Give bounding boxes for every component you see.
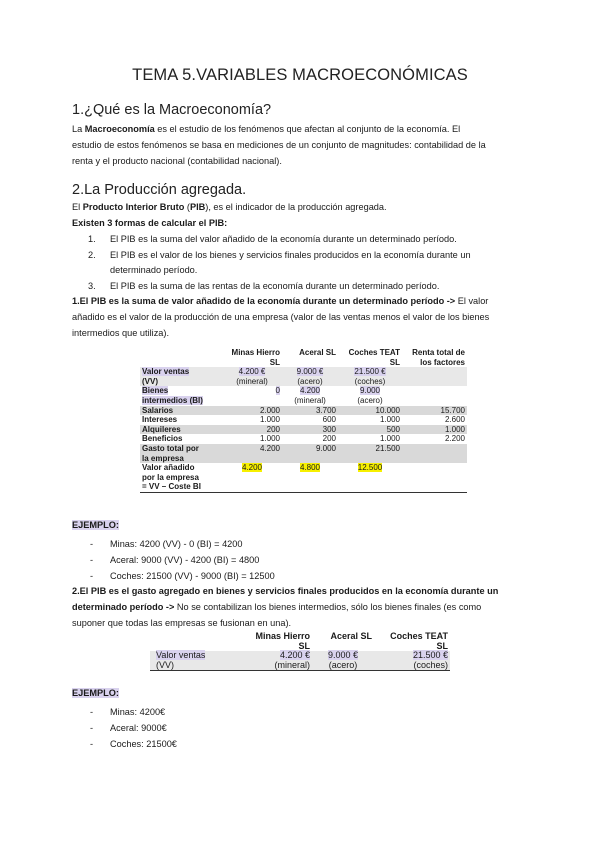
table-row: Alquileres 200 300 500 1.000 [142, 424, 465, 434]
list-item: - Coches: 21500 (VV) - 9000 (BI) = 12500 [90, 571, 275, 581]
table-row: Valor añadido por la empresa = VV – Coste BI 4.200 4.800 12.500 [140, 463, 467, 492]
section-1-paragraph: La Macroeconomía es el estudio de los fenómenos que afectan al conjunto de la economía. El estudio de estos fenómenos se basa en mediciones de un conjunto de magnitudes: contabilidad de la renta y el producto nacional (contabilidad nacional). [72, 124, 486, 166]
table-row: Valor ventas (VV) 4.200 € (mineral) 9.000 € (acero) 21.500 € (coches) [150, 651, 450, 671]
list-item: 3. El PIB es la suma de las rentas de la economía durante un determinado período. [88, 280, 440, 291]
list-item: 2. El PIB es el valor de los bienes y servicios finales producidos en la economía durante un [88, 249, 471, 260]
section-2-paragraph: El Producto Interior Bruto (PIB), es el indicador de la producción agregada. Existen 3 formas de calcular el PIB: [72, 202, 387, 228]
table-row: Valor ventas (VV) 4.200 € (mineral) 9.000 € (acero) 21.500 € (coches) [140, 367, 467, 386]
example-1-list [90, 536, 275, 584]
list-item: 1. El PIB es la suma del valor añadido de la economía durante un determinado período. [88, 234, 457, 244]
pib-methods-list: 1. El PIB es la suma del valor añadido de la economía durante un determinado período. 2. El PIB es el valor de los bienes y servicios finales producidos en la economía durante un determinado período. 3. El PIB es la suma de las rentas de la economía durante un determinado período. [88, 232, 538, 294]
table-row: Salarios 2.000 3.700 10.000 15.700 [142, 405, 465, 415]
list-item: - Coches: 21500€ [90, 739, 177, 749]
value-added-table: Minas Hierro SL Aceral SL Coches TEAT SL Renta total de los factores Valor ventas (VV) 4.200 € (mineral) 9.000 € (acero) 21.500 € (coches) Bienes intermedios (BI) 0 4.200 (mineral) 9.000 (acero) Salarios 2.000 3.700 10.000 15.700 Intereses 1.000 600 1.000 2.600 Alquileres 200 300 500 1.000 Beneficios 1.000 200 1.000 2.200 Gasto total por la empresa 4.200 9.000 21.500 Valor añadido por la empresa = VV – Coste BI 4.200 4.800 12.500 [142, 348, 465, 492]
list-item: - Minas: 4200 (VV) - 0 (BI) = 4200 [90, 539, 243, 549]
method-1-paragraph: 1.El PIB es la suma de valor añadido de la economía durante un determinado período -> El valor añadido es el valor de la producción de una empresa (valor de las ventas menos el valor de los bienes intermedios que utiliza). [72, 296, 490, 338]
table-row: Intereses 1.000 600 1.000 2.600 [142, 415, 465, 425]
table-row: Beneficios 1.000 200 1.000 2.200 [142, 434, 465, 444]
section-2-heading: 2.La Producción agregada. [72, 182, 247, 198]
method-2-paragraph: 2.El PIB es el gasto agregado en bienes y servicios finales producidos en la economía durante un determinado período -> No se contabilizan los bienes intermedios, sólo los bienes finales (es como suponer que todas las empresas se fusionan en una). [72, 586, 499, 628]
table-row: Bienes intermedios (BI) 0 4.200 (mineral) 9.000 (acero) [142, 386, 383, 405]
sales-value-table: Minas Hierro SL Aceral SL Coches TEAT SL Valor ventas (VV) 4.200 € (mineral) 9.000 € (acero) 21.500 € (coches) [150, 632, 450, 671]
page-title: TEMA 5.VARIABLES MACROECONÓMICAS [132, 66, 468, 84]
list-item: - Minas: 4200€ [90, 707, 166, 717]
example-2-list [90, 704, 177, 752]
list-item: - Aceral: 9000 (VV) - 4200 (BI) = 4800 [90, 555, 260, 565]
table-row: Gasto total por la empresa 4.200 9.000 21.500 [140, 444, 467, 463]
example-1-label: EJEMPLO: [72, 520, 119, 530]
section-1-heading: 1.¿Qué es la Macroeconomía? [72, 102, 272, 118]
example-2-label: EJEMPLO: [72, 688, 119, 698]
list-item: - Aceral: 9000€ [90, 723, 167, 733]
